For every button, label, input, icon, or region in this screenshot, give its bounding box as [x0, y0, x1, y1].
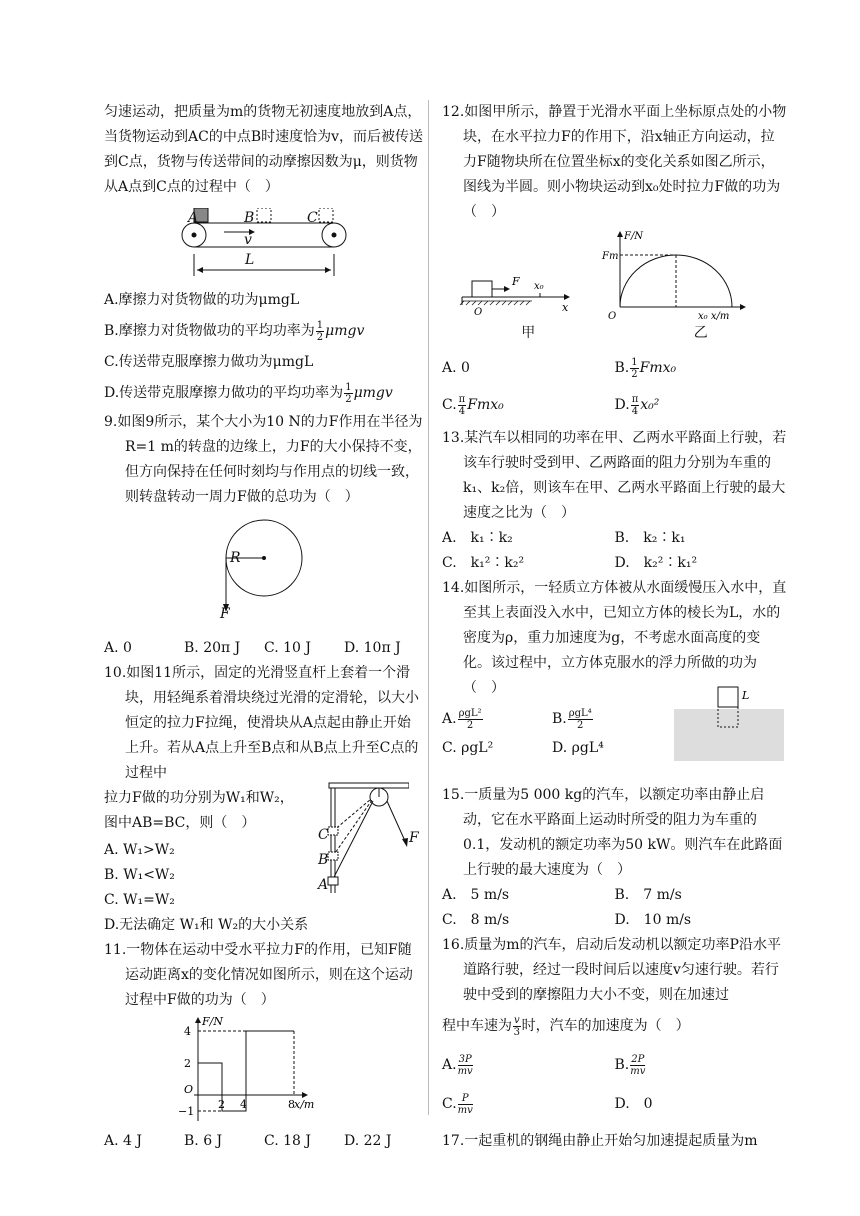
q10-option: B. W₁<W₂: [104, 867, 175, 883]
q16-options-2: [442, 1092, 787, 1117]
cube-water-figure: [674, 685, 784, 763]
q11-option: D. 22 J: [344, 1133, 392, 1149]
fig-label-A: A: [188, 210, 199, 226]
q14-options-1: [442, 707, 662, 732]
fig-label-C: C: [307, 210, 318, 226]
column-divider: [428, 100, 429, 1115]
q13-option: D. k₂²∶k₁²: [614, 555, 698, 571]
fig-label-B: B: [244, 210, 255, 226]
q13-options-1: [442, 526, 787, 551]
x-axis-label: x/m: [294, 1098, 314, 1111]
q11-option: C. 18 J: [264, 1133, 311, 1149]
turntable-figure: [219, 518, 309, 628]
label-O: O: [608, 311, 617, 322]
q12-option-a: A. 0: [442, 360, 470, 376]
semicircle-graph: [592, 229, 752, 323]
q9-text: 9.如图9所示，某个大小为10 N的力F作用在半径为R=1 m的转盘的边缘上，力F的大小保持不变，但方向保持在任何时刻均与作用点的切线一致，则转盘转动一周力F做的总功为（ ）: [104, 414, 423, 505]
q13-option: C. k₁²∶k₂²: [442, 555, 525, 571]
q16-option-d: D. 0: [614, 1096, 653, 1112]
q12-option-b: B. $\frac{1}{2}$ Fmx₀: [614, 356, 677, 380]
q15-option: C. 8 m/s: [442, 912, 510, 928]
q15-options-2: [442, 908, 787, 933]
fig-label-A: A: [318, 877, 329, 893]
tick-x4: 4: [240, 1098, 247, 1111]
q12-option-c: C. $\frac{\pi}{4}$ Fmx₀: [442, 393, 504, 417]
q12-text: 12.如图甲所示，静置于光滑水平面上坐标原点处的小物块，在水平拉力F的作用下，沿x轴正方向运动，拉力F随物块所在位置坐标x的变化关系如图乙所示，图线为半圆。则小物块运动到x₀处时拉力F做的功为（ ）: [442, 104, 787, 220]
q15-option: A. 5 m/s: [442, 887, 510, 903]
y-axis-label: F/N: [202, 1015, 223, 1028]
q8-option-b: B.摩擦力对货物做功的平均功率为 $\frac{1}{2}$ μmgv: [104, 319, 365, 343]
label-Fm: Fm: [602, 251, 619, 262]
q10-option: A. W₁>W₂: [104, 842, 175, 858]
tick-x8: 8: [288, 1098, 295, 1111]
q16-text: 16.质量为m的汽车，启动后发动机以额定功率P沿水平道路行驶，经过一段时间后以速度v匀速行驶。若行驶中受到的摩擦阻力大小不变，则在加速过: [442, 937, 781, 1003]
caption-jia: 甲: [521, 325, 536, 341]
label-F: F: [512, 275, 520, 288]
q8-option-a: A.摩擦力对货物做的功为μmgL: [104, 292, 300, 308]
right-column: [442, 100, 787, 1154]
q15-option: D. 10 m/s: [614, 912, 692, 928]
q13-options-2: [442, 551, 787, 576]
fig-label-L: L: [245, 252, 255, 268]
figure-captions: [442, 321, 787, 346]
label-x: x: [562, 301, 569, 314]
q13-text: 13.某汽车以相同的功率在甲、乙两水平路面上行驶，若该车行驶时受到甲、乙两路面的阻力分别为车重的k₁、k₂倍，则该车在甲、乙两水平路面上行驶的最大速度之比为（ ）: [442, 430, 787, 521]
force-distance-graph: [164, 1015, 314, 1127]
q14-option-c: C. ρgL²: [442, 740, 494, 756]
q16-text-2: 程中车速为 $\frac{v}{3}$ 时，汽车的加速度为（ ）: [442, 1014, 690, 1038]
q9-option: D. 10π J: [344, 640, 401, 656]
left-column: [104, 100, 424, 1154]
q12-options-1: [442, 356, 787, 381]
q16-option-b: B. $\frac{2P}{mv}$: [614, 1053, 646, 1077]
q15-option: B. 7 m/s: [614, 887, 682, 903]
tick-y4: 4: [184, 1025, 191, 1038]
block-figure: [442, 253, 572, 323]
q17-text: 17.一起重机的钢绳由静止开始匀加速提起质量为m: [442, 1133, 758, 1149]
fig-label-R: R: [230, 550, 241, 566]
q14-text: 14.如图所示，一轻质立方体被从水面缓慢压入水中，直至其上表面没入水中，已知立方体的棱长为L，水的密度为ρ，重力加速度为g，不考虑水面高度的变化。该过程中，立方体克服水的浮力所做的功为（ ）: [442, 580, 787, 696]
q9-option: B. 20π J: [184, 640, 241, 656]
conveyor-figure: [179, 208, 349, 280]
q12-option-d: D. $\frac{\pi}{4}$ x₀²: [614, 393, 660, 417]
q10-text-2: 拉力F做的功分别为W₁和W₂，图中AB=BC，则（ ）: [104, 790, 294, 831]
q15-options-1: [442, 883, 787, 908]
fig-label-B: B: [318, 852, 329, 868]
q8-intro: 匀速运动，把质量为m的货物无初速度地放到A点，当货物运动到AC的中点B时速度恰为v，而后被传送到C点，货物与传送带间的动摩擦因数为μ，则货物从A点到C点的过程中（ ）: [104, 104, 424, 195]
x-axis-label: x₀ x/m: [698, 311, 730, 322]
tick-origin: O: [184, 1083, 194, 1096]
q13-option: B. k₂∶k₁: [614, 530, 686, 546]
label-O: O: [474, 307, 483, 318]
tick-y2: 2: [184, 1057, 191, 1070]
tick-ym1: −1: [178, 1105, 195, 1118]
fig-label-F: F: [409, 830, 419, 846]
q8-option-c: C.传送带克服摩擦力做功为μmgL: [104, 354, 314, 370]
q16-option-a: A. $\frac{3P}{mv}$: [442, 1053, 473, 1077]
q16-option-c: C. $\frac{P}{mv}$: [442, 1092, 473, 1116]
q10-text: 10.如图11所示，固定的光滑竖直杆上套着一个滑块，用轻绳系着滑块绕过光滑的定滑轮，以大小恒定的拉力F拉绳，使滑块从A点起由静止开始上升。若从A点上升至B点和从B点上升至C点的过程中: [104, 665, 419, 781]
label-L: L: [742, 689, 750, 702]
q13-option: A. k₁∶k₂: [442, 530, 513, 546]
q11-options: [104, 1129, 424, 1154]
q14-options-2: [442, 736, 662, 761]
fig-label-C: C: [318, 827, 329, 843]
q9-option: A. 0: [104, 640, 132, 656]
q14-option-a: A. $\frac{\text{ρgL²}}{2}$: [442, 707, 482, 731]
caption-yi: 乙: [693, 325, 708, 341]
q10-option: C. W₁=W₂: [104, 892, 175, 908]
q15-text: 15.一质量为5 000 kg的汽车，以额定功率由静止启动，它在水平路面上运动时所受的阻力为车重的0.1，发动机的额定功率为50 kW。则汽车在此路面上行驶的最大速度为（ ）: [442, 787, 783, 878]
q12-options-2: [442, 393, 787, 418]
label-x0: x₀: [534, 281, 544, 292]
q8-option-d: D.传送带克服摩擦力做功的平均功率为 $\frac{1}{2}$ μmgv: [104, 381, 393, 405]
fig-label-v: v: [244, 232, 252, 248]
q11-option: B. 6 J: [184, 1133, 223, 1149]
q11-text: 11.一物体在运动中受水平拉力F的作用，已知F随运动距离x的变化情况如图所示，则在这个运动过程中F做的功为（ ）: [104, 942, 413, 1008]
q10-option: D.无法确定 W₁和 W₂的大小关系: [104, 917, 309, 933]
q14-option-b: B. $\frac{\text{ρgL⁴}}{2}$: [552, 707, 592, 731]
q9-option: C. 10 J: [264, 640, 311, 656]
fig-label-F: F: [220, 606, 230, 622]
y-axis-label: F/N: [624, 231, 644, 242]
q9-options: [104, 636, 424, 661]
q16-options-1: [442, 1053, 787, 1078]
q14-option-d: D. ρgL⁴: [552, 740, 604, 756]
tick-x2: 2: [218, 1098, 225, 1111]
q11-option: A. 4 J: [104, 1133, 142, 1149]
